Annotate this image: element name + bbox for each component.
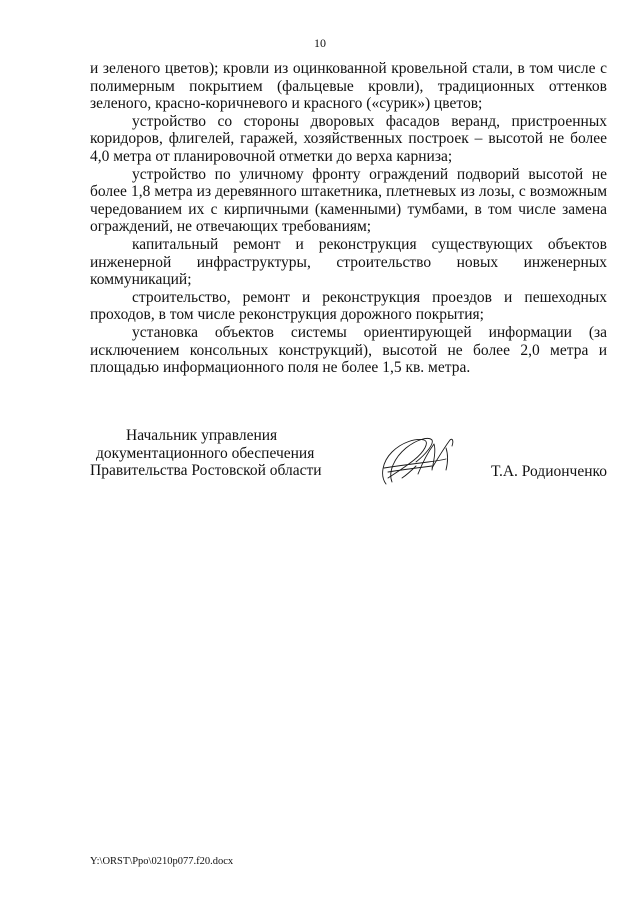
document-body [90,60,607,377]
signatory-position-line: Правительства Ростовской области [90,462,322,480]
page-number: 10 [314,36,326,50]
paragraph-driveways-walkways: строительство, ремонт и реконструкция проездов и пешеходных проходов, в том числе реконструкция дорожного покрытия; [90,288,607,324]
signatory-position-line: документационного обеспечения [96,444,315,462]
file-path-footer: Y:\ORST\Ppo\0210p077.f20.docx [90,856,234,867]
paragraph-orientation-signage: установка объектов системы ориентирующей информации (за исключением консольных конструкций), высотой не более 2,0 метра и площадью информационного поля не более 1,5 кв. метра. [90,323,607,377]
paragraph-engineering-infrastructure: капитальный ремонт и реконструкция существующих объектов инженерной инфраструктуры, строительство новых инженерных коммуникаций; [90,235,607,289]
paragraph-courtyard-facades: устройство со стороны дворовых фасадов веранд, пристроенных коридоров, флигелей, гаражей, хозяйственных построек – высотой не более 4,0 метра от планировочной отметки до верха карниза; [90,112,607,165]
signatory-name: Т.А. Родионченко [491,463,607,480]
paragraph-street-fences: устройство по уличному фронту ограждений подворий высотой не более 1,8 метра из деревянного штакетника, плетневых из лозы, с возможным чередованием их с кирпичными (каменными) тумбами, в том числе замена ограждений, не отвечающих требованиям; [90,165,607,236]
signatory-position-line: Начальник управления [126,427,278,444]
handwritten-signature [372,428,464,490]
signatory-position [90,427,330,480]
paragraph-roof-continuation: и зеленого цветов); кровли из оцинкованной кровельной стали, в том числе с полимерным покрытием (фальцевые кровли), традиционных оттенков зеленого, красно-коричневого и красного («сурик») цветов; [90,60,607,113]
